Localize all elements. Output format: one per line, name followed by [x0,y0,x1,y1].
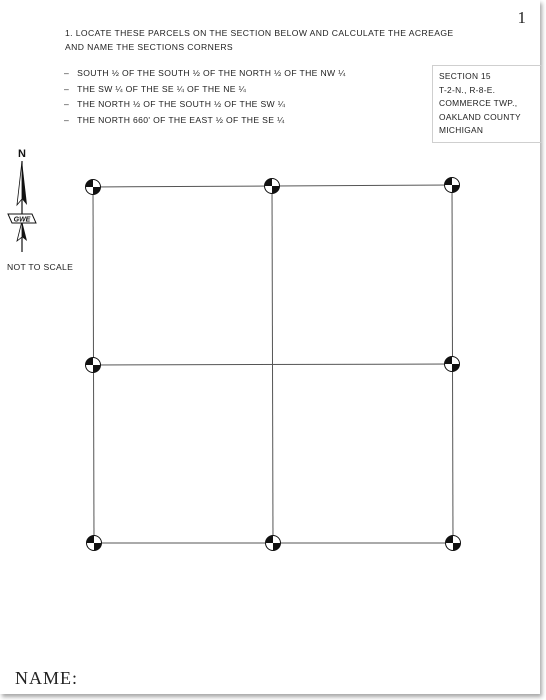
name-label: NAME: [15,668,78,688]
corner-monument-icon [445,357,460,372]
township-range: T-2-N., R-8-E. [439,84,496,95]
corner-monument-icon [445,178,460,193]
corner-monument-icon [86,180,101,195]
parcel-item-2: – THE SW ¼ OF THE SE ¼ OF THE NE ¼ [64,82,346,98]
corner-monument-icon [87,536,102,551]
parcel-item-1: – SOUTH ½ OF THE SOUTH ½ OF THE NORTH ½ OF THE NW ¼ [64,66,346,82]
scale-note: NOT TO SCALE [7,262,74,272]
corner-monument-icon [266,536,281,551]
instruction-line-2: AND NAME THE SECTIONS CORNERS [65,42,234,52]
section-number: SECTION 15 [439,71,491,81]
state-name: MICHIGAN [439,125,484,136]
parcel-item-4: – THE NORTH 660' OF THE EAST ½ OF THE SE ¼ [64,113,346,129]
county-name: OAKLAND COUNTY [439,111,521,122]
instruction-line-1: 1. LOCATE THESE PARCELS ON THE SECTION BELOW AND CALCULATE THE ACREAGE [65,28,454,38]
section-quarter-ns-line [272,186,273,543]
gwe-logo-text: GWE [13,216,31,224]
parcel-item-3: – THE NORTH ½ OF THE SOUTH ½ OF THE SW ¼ [64,97,346,113]
corner-monument-icon [265,179,280,194]
north-letter: N [18,148,26,160]
page-number: 1 [517,8,526,27]
corner-monument-icon [446,536,461,551]
township-name: COMMERCE TWP., [439,98,518,109]
corner-monument-icon [86,358,101,373]
